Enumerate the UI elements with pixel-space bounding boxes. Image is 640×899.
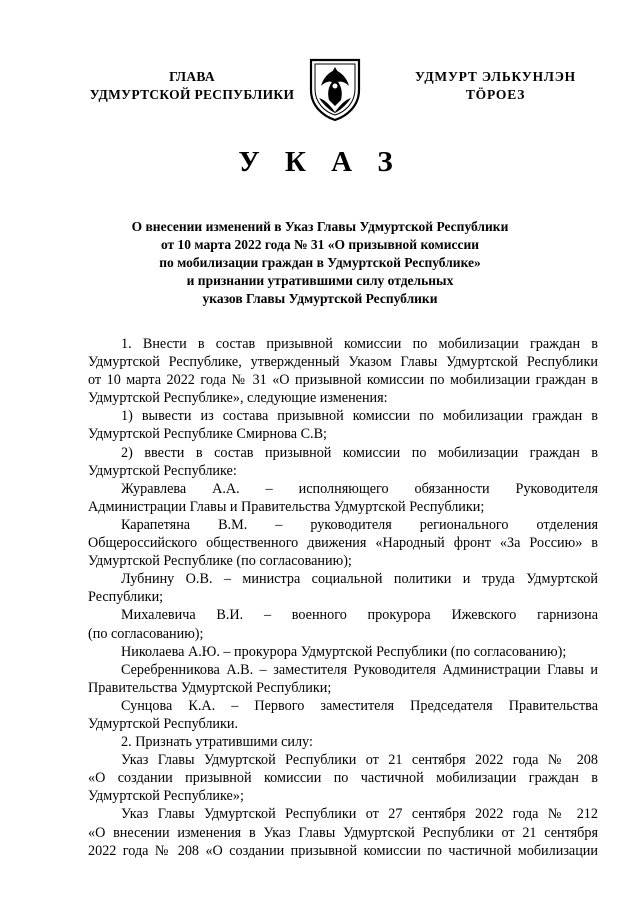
body-line: Николаева А.Ю. – прокурора Удмуртской Республики (по согласованию); bbox=[121, 643, 567, 660]
issuer-title-russian bbox=[72, 68, 312, 104]
subject-line: по мобилизации граждан в Удмуртской Республике» bbox=[159, 255, 481, 270]
document-body bbox=[88, 335, 598, 860]
subject-line: и признании утратившими силу отдельных bbox=[186, 273, 454, 288]
body-line: Журавлева А.А. – исполняющего обязанности Руководителя bbox=[121, 480, 598, 497]
body-line: Правительства Удмуртской Республики; bbox=[88, 679, 332, 696]
body-line: Удмуртской Республике Смирнова С.В; bbox=[88, 426, 327, 443]
body-line: 2. Признать утратившими силу: bbox=[121, 734, 313, 751]
body-line: Карапетяна В.М. – руководителя регионального отделения bbox=[121, 516, 598, 533]
issuer-line-2-udmurt: ТӦРОЕЗ bbox=[465, 87, 526, 102]
body-line: Указ Главы Удмуртской Республики от 27 сентября 2022 года № 212 bbox=[121, 806, 598, 823]
issuer-line-1-udmurt: УДМУРТ ЭЛЬКУНЛЭН bbox=[414, 69, 576, 84]
body-line: Михалевича В.И. – военного прокурора Ижевского гарнизона bbox=[121, 607, 598, 624]
body-line: Удмуртской Республике, утвержденный Указом Главы Удмуртской Республики bbox=[88, 354, 598, 371]
issuer-line-1: ГЛАВА bbox=[169, 69, 215, 84]
body-line: 2) ввести в состав призывной комиссии по мобилизации граждан в bbox=[121, 444, 598, 461]
body-line: Удмуртской Республики. bbox=[88, 715, 239, 732]
body-line: Лубнину О.В. – министра социальной политики и труда Удмуртской bbox=[121, 571, 598, 588]
body-line: (по согласованию); bbox=[88, 625, 204, 642]
document-title: У К А З bbox=[238, 146, 402, 178]
body-line: Указ Главы Удмуртской Республики от 21 сентября 2022 года № 208 bbox=[121, 752, 598, 769]
body-line: Удмуртской Республике»; bbox=[88, 788, 244, 805]
subject-line: О внесении изменений в Указ Главы Удмуртской Республики bbox=[131, 219, 509, 234]
issuer-title-udmurt bbox=[398, 68, 593, 104]
body-line: Удмуртской Республике», следующие изменения: bbox=[88, 390, 388, 407]
body-line: Серебренникова А.В. – заместителя Руководителя Администрации Главы и bbox=[121, 661, 598, 678]
body-line: 1) вывести из состава призывной комиссии по мобилизации граждан в bbox=[121, 408, 598, 425]
body-line: Удмуртской Республике: bbox=[88, 462, 237, 479]
body-line: от 10 марта 2022 года № 31 «О призывной комиссии по мобилизации граждан в bbox=[88, 372, 598, 389]
body-line: «О внесении изменения в Указ Главы Удмуртской Республики от 21 сентября bbox=[88, 824, 598, 841]
body-line: Республики; bbox=[88, 589, 164, 606]
body-line: 2022 года № 208 «О создании призывной комиссии по частичной мобилизации bbox=[88, 842, 598, 859]
subject-line: от 10 марта 2022 года № 31 «О призывной комиссии bbox=[160, 237, 480, 252]
body-line: 1. Внести в состав призывной комиссии по мобилизации граждан в bbox=[121, 336, 598, 352]
body-line: Удмуртской Республике (по согласованию); bbox=[88, 553, 352, 570]
body-line: Сунцова К.А. – Первого заместителя Председателя Правительства bbox=[121, 697, 598, 714]
issuer-line-2: УДМУРТСКОЙ РЕСПУБЛИКИ bbox=[89, 87, 295, 102]
body-line: Администрации Главы и Правительства Удмуртской Республики; bbox=[88, 498, 485, 515]
body-line: «О создании призывной комиссии по частичной мобилизации граждан в bbox=[88, 770, 598, 787]
udmurt-coat-of-arms-icon bbox=[305, 56, 365, 122]
body-line: Общероссийского общественного движения «Народный фронт «За Россию» в bbox=[88, 535, 598, 552]
document-subject bbox=[80, 218, 560, 308]
subject-line: указов Главы Удмуртской Республики bbox=[202, 291, 438, 306]
